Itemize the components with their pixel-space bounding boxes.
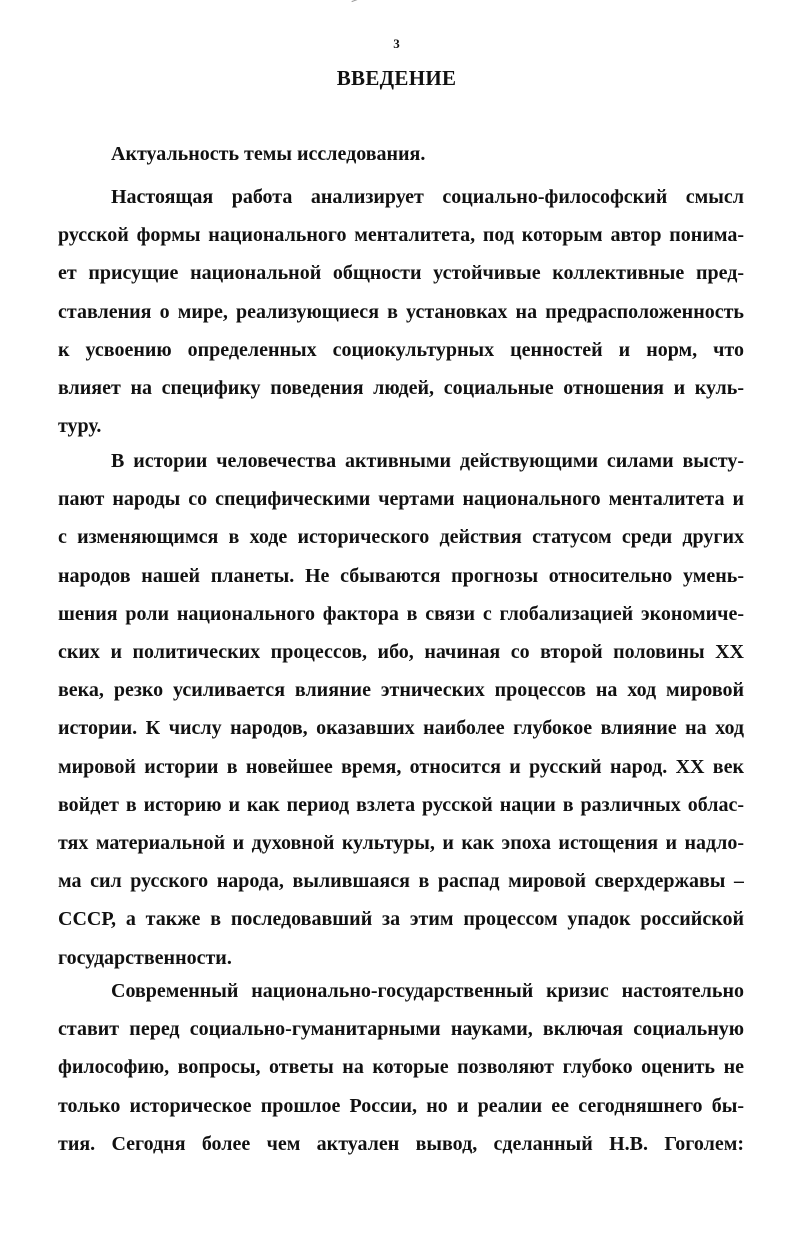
paragraph-line: ма сил русского народа, вылившаяся в распад мировой сверхдержавы – [58, 870, 744, 893]
paragraph-line: СССР, а также в последовавший за этим процессом упадок российской [58, 908, 744, 931]
paragraph-line: влияет на специфику поведения людей, социальные отношения и куль- [58, 377, 744, 400]
paragraph-line: государственности. [58, 946, 232, 969]
paragraph-line: Современный национально-государственный кризис настоятельно [111, 980, 744, 1002]
paragraph-line: Настоящая работа анализирует социально-философский смысл [111, 186, 744, 208]
paragraph-line: тях материальной и духовной культуры, и как эпоха истощения и надло- [58, 832, 744, 855]
paragraph-line: только историческое прошлое России, но и реалии ее сегодняшнего бы- [58, 1094, 744, 1117]
paragraph-line: тия. Сегодня более чем актуален вывод, сделанный Н.В. Гоголем: [58, 1132, 744, 1155]
subsection-heading: Актуальность темы исследования. [111, 143, 426, 165]
paragraph-line: ет присущие национальной общности устойчивые коллективные пред- [58, 262, 744, 285]
paragraph-line: к усвоению определенных социокультурных ценностей и норм, что [58, 338, 744, 361]
paragraph-line: с изменяющимся в ходе исторического действия статусом среди других [58, 526, 744, 549]
page-number: 3 [393, 36, 400, 51]
paragraph-2 [58, 442, 744, 977]
paragraph-line: ставит перед социально-гуманитарными науками, включая социальную [58, 1018, 744, 1041]
paragraph-3 [58, 972, 744, 1163]
paragraph-line: мировой истории в новейшее время, относится и русский народ. XX век [58, 755, 744, 778]
paragraph-line: истории. К числу народов, оказавших наиболее глубокое влияние на ход [58, 717, 744, 740]
scan-speck [351, 0, 358, 5]
section-heading: ВВЕДЕНИЕ [336, 66, 457, 90]
paragraph-line: философию, вопросы, ответы на которые позволяют глубоко оценить не [58, 1056, 744, 1079]
paragraph-line: пают народы со специфическими чертами национального менталитета и [58, 488, 744, 511]
paragraph-line: ставления о мире, реализующиеся в установках на предрасположенность [58, 300, 744, 323]
paragraph-1 [58, 178, 744, 445]
paragraph-line: русской формы национального менталитета, под которым автор понима- [58, 224, 744, 247]
paragraph-line: шения роли национального фактора в связи с глобализацией экономиче- [58, 602, 744, 625]
paragraph-line: В истории человечества активными действующими силами высту- [111, 450, 744, 472]
paragraph-line: народов нашей планеты. Не сбываются прогнозы относительно умень- [58, 564, 744, 587]
paragraph-line: войдет в историю и как период взлета русской нации в различных облас- [58, 793, 744, 816]
paragraph-line: туру. [58, 415, 102, 438]
paragraph-line: ских и политических процессов, ибо, начиная со второй половины XX [58, 641, 744, 664]
paragraph-line: века, резко усиливается влияние этнических процессов на ход мировой [58, 679, 744, 702]
